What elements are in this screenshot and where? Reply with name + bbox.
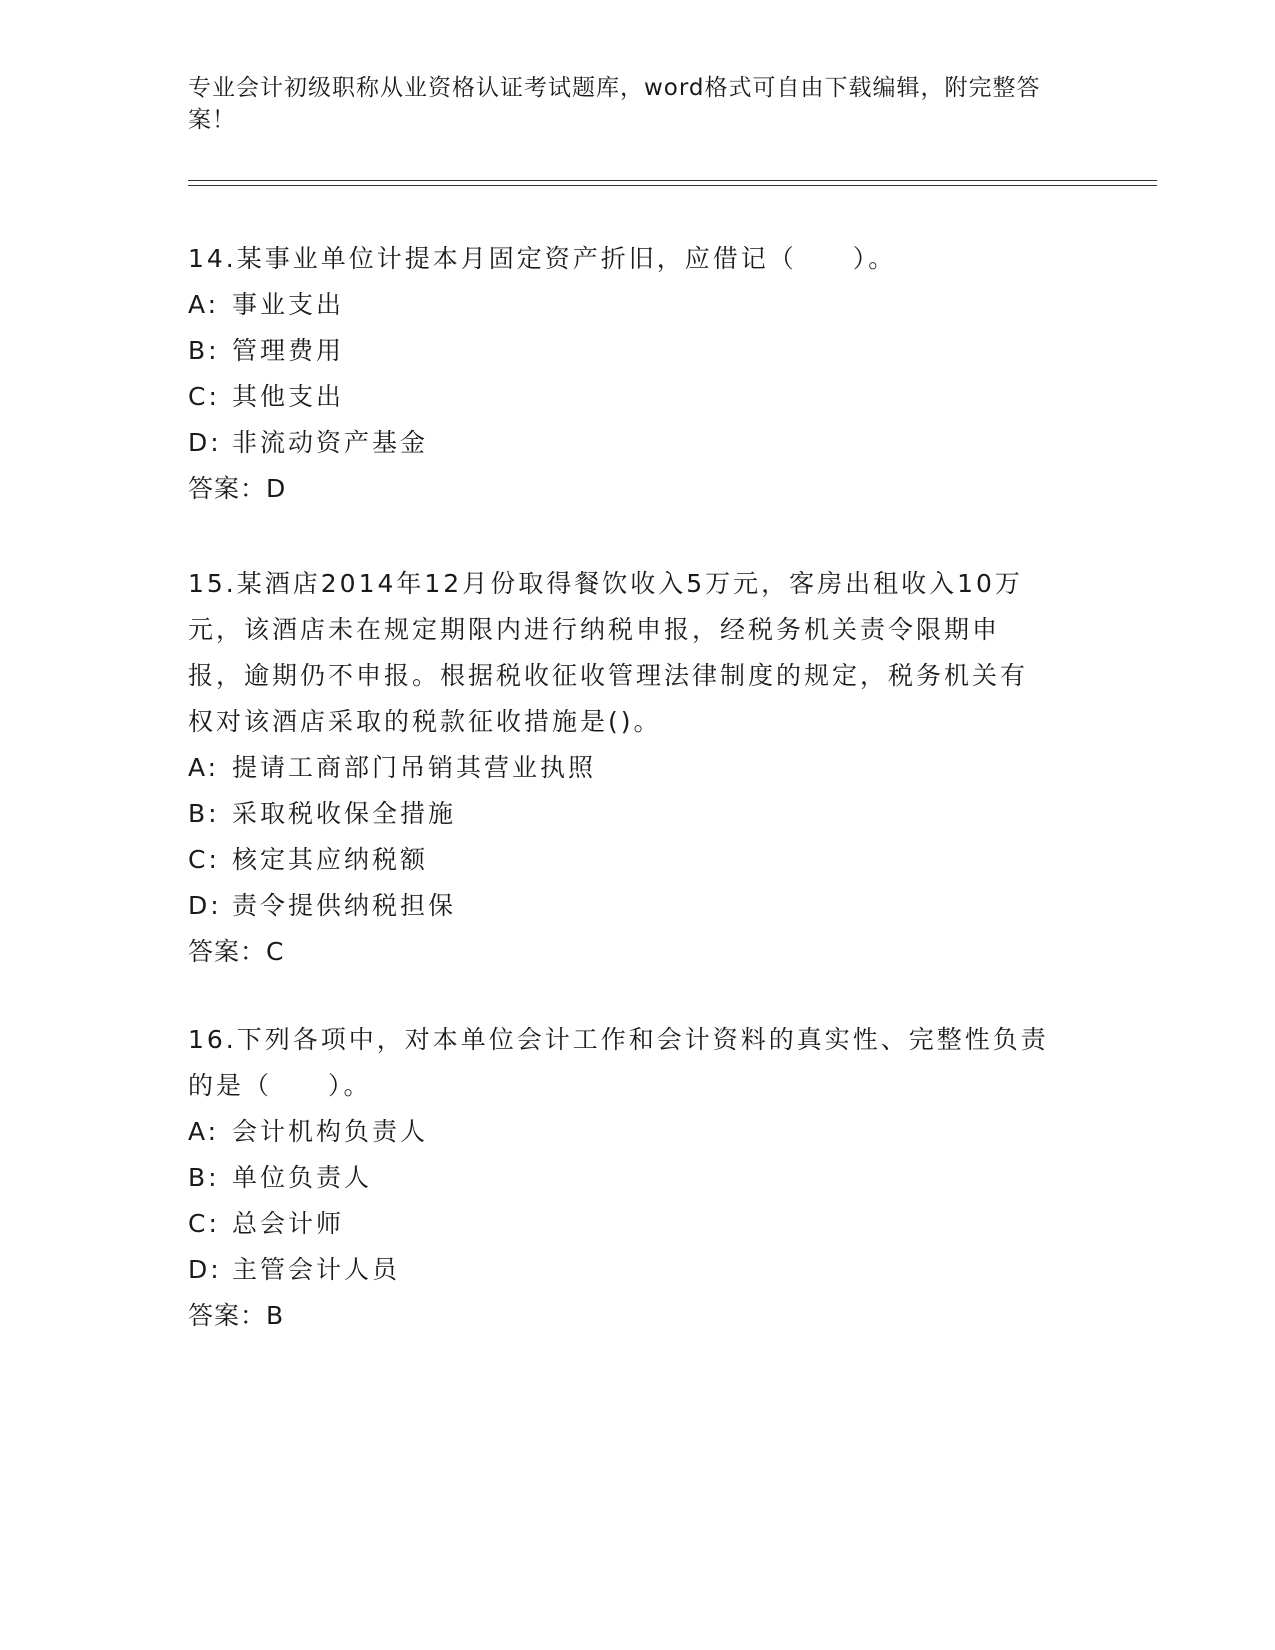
header-divider-top (188, 180, 1157, 181)
option-c (188, 837, 1088, 883)
question-stem: 14.某事业单位计提本月固定资产折旧，应借记（ ）。 (188, 244, 897, 273)
option-text: 会计机构负责人 (232, 1117, 429, 1146)
option-key: B: (188, 1163, 220, 1192)
option-text: 事业支出 (232, 290, 345, 319)
question-stem: 16.下列各项中，对本单位会计工作和会计资料的真实性、完整性负责的是（ ）。 (188, 1025, 1049, 1100)
option-key: A: (188, 1117, 220, 1146)
option-key: D: (188, 1255, 222, 1284)
option-key: A: (188, 290, 220, 319)
option-text: 采取税收保全措施 (232, 799, 457, 828)
option-d (188, 1247, 1088, 1293)
option-a (188, 1109, 1088, 1155)
option-a (188, 745, 1088, 791)
option-c (188, 374, 1088, 420)
option-key: A: (188, 753, 220, 782)
option-text: 责令提供纳税担保 (232, 891, 457, 920)
option-text: 总会计师 (232, 1209, 345, 1238)
question-14 (188, 236, 1088, 512)
option-text: 管理费用 (232, 336, 345, 365)
option-d (188, 420, 1088, 466)
option-text: 主管会计人员 (232, 1255, 401, 1284)
option-c (188, 1201, 1088, 1247)
option-text: 单位负责人 (232, 1163, 373, 1192)
question-stem: 15.某酒店2014年12月份取得餐饮收入5万元，客房出租收入10万元，该酒店未在规定期限内进行纳税申报，经税务机关责令限期申报，逾期仍不申报。根据税收征收管理法律制度的规定，税务机关有权对该酒店采取的税款征收措施是()。 (188, 569, 1029, 736)
option-key: B: (188, 336, 220, 365)
option-key: C: (188, 1209, 220, 1238)
document-header: 专业会计初级职称从业资格认证考试题库，word格式可自由下载编辑，附完整答案！ (188, 75, 1041, 133)
option-text: 其他支出 (232, 382, 345, 411)
option-text: 核定其应纳税额 (232, 845, 429, 874)
option-text: 提请工商部门吊销其营业执照 (232, 753, 597, 782)
answer-line: 答案：C (188, 937, 285, 966)
option-d (188, 883, 1088, 929)
answer-line: 答案：B (188, 1301, 285, 1330)
option-key: D: (188, 891, 222, 920)
question-16 (188, 1017, 1088, 1339)
question-15 (188, 561, 1088, 975)
option-b (188, 791, 1088, 837)
option-b (188, 1155, 1088, 1201)
option-b (188, 328, 1088, 374)
option-key: C: (188, 382, 220, 411)
option-key: B: (188, 799, 220, 828)
option-key: D: (188, 428, 222, 457)
option-a (188, 282, 1088, 328)
option-key: C: (188, 845, 220, 874)
answer-line: 答案：D (188, 474, 287, 503)
option-text: 非流动资产基金 (232, 428, 429, 457)
header-divider-bottom (188, 185, 1157, 186)
